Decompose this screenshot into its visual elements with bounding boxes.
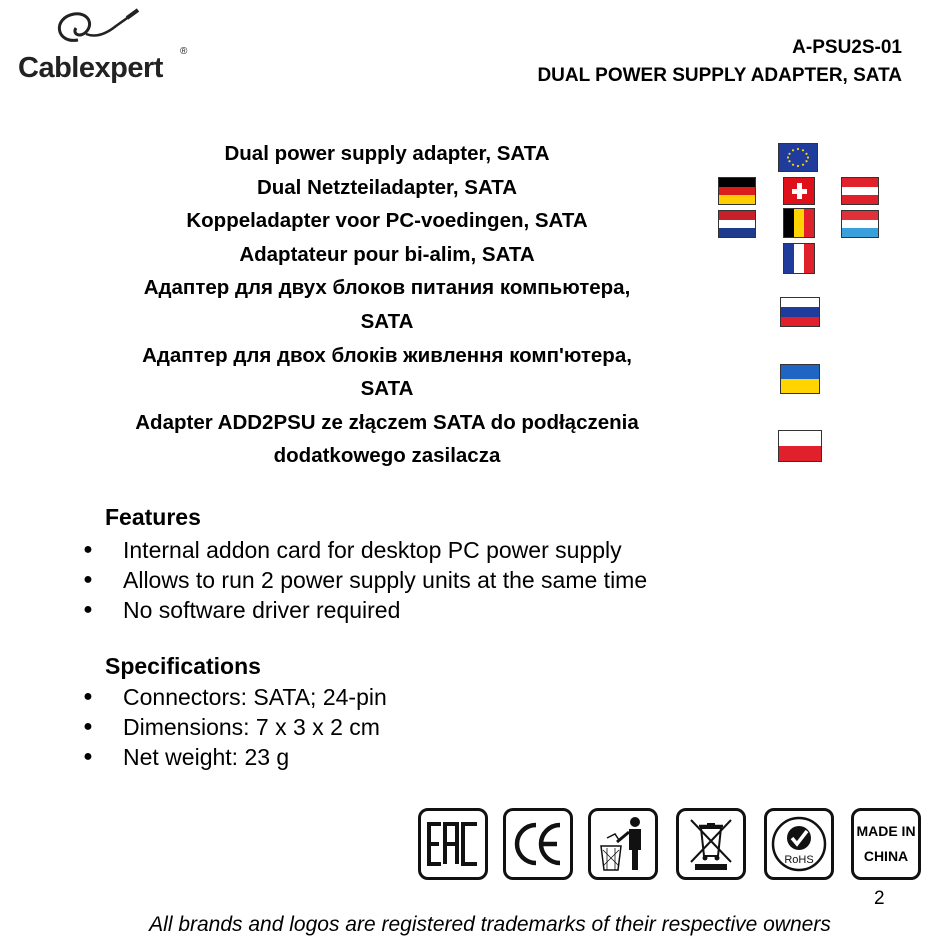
title-en: Dual power supply adapter, SATA: [224, 142, 550, 165]
list-item: ● Dimensions: 7 x 3 x 2 cm: [78, 712, 387, 742]
title-ru-line1: Адаптер для двух блоков питания компьютера,: [143, 276, 631, 300]
multilingual-titles: [90, 137, 684, 473]
page-number: 2: [874, 888, 885, 909]
title-nl: Koppeladapter voor PC-voedingen, SATA: [186, 209, 588, 233]
list-item: ● No software driver required: [78, 595, 647, 625]
list-item: ● Connectors: SATA; 24-pin: [78, 682, 387, 712]
germany-flag: [718, 177, 756, 205]
bullet-icon: ●: [83, 541, 93, 558]
eac-mark-icon: [418, 808, 488, 880]
switzerland-flag: [783, 177, 815, 205]
features-heading: Features: [105, 504, 201, 530]
bullet-icon: ●: [83, 601, 93, 618]
brand-name: Cablexpert: [18, 52, 163, 84]
title-de: Dual Netzteiladapter, SATA: [256, 175, 518, 199]
document-header: [537, 34, 902, 90]
belgium-flag: [783, 208, 815, 238]
list-item: ● Allows to run 2 power supply units at the same time: [78, 565, 647, 595]
specifications-heading: Specifications: [105, 653, 261, 679]
made-in-text: MADE IN: [856, 823, 916, 839]
ukraine-flag: [780, 364, 820, 394]
rohs-icon: [764, 808, 834, 880]
crossed-out-wheelie-bin-icon: [676, 808, 746, 880]
bullet-icon: ●: [83, 571, 93, 588]
model-number: A-PSU2S-01: [792, 37, 902, 58]
title-pl-line2: dodatkowego zasilacza: [273, 444, 501, 468]
cablexpert-logo: [16, 8, 186, 88]
eu-flag: [778, 143, 818, 172]
austria-flag: [841, 177, 879, 205]
list-item: ● Net weight: 23 g: [78, 742, 387, 772]
rohs-text: RoHS: [784, 854, 814, 866]
made-in-china-badge: [851, 808, 921, 880]
netherlands-flag: [718, 210, 756, 238]
specifications-list: [78, 682, 387, 772]
poland-flag: [778, 430, 822, 462]
title-ua-line1: Адаптер для двох блоків живлення комп'ютера,: [142, 343, 632, 367]
cable-swirl-icon: [16, 8, 146, 58]
luxembourg-flag: [841, 210, 879, 238]
list-item: ● Internal addon card for desktop PC power supply: [78, 535, 647, 565]
waste-bin-person-icon: [588, 808, 658, 880]
trademark-footer: All brands and logos are registered trademarks of their respective owners: [149, 913, 831, 936]
title-fr: Adaptateur pour bi-alim, SATA: [239, 242, 535, 266]
china-text: CHINA: [863, 848, 909, 864]
france-flag: [783, 243, 815, 274]
product-title: DUAL POWER SUPPLY ADAPTER, SATA: [537, 65, 902, 86]
bullet-icon: ●: [83, 688, 93, 705]
title-pl-line1: Adapter ADD2PSU ze złączem SATA do podłączenia: [135, 410, 639, 434]
ce-mark-icon: [503, 808, 573, 880]
title-ua-line2: SATA: [360, 377, 414, 401]
registered-mark: ®: [180, 46, 188, 57]
bullet-icon: ●: [83, 748, 93, 765]
title-ru-line2: SATA: [360, 309, 414, 333]
bullet-icon: ●: [83, 718, 93, 735]
russia-flag: [780, 297, 820, 327]
features-list: [78, 535, 647, 625]
